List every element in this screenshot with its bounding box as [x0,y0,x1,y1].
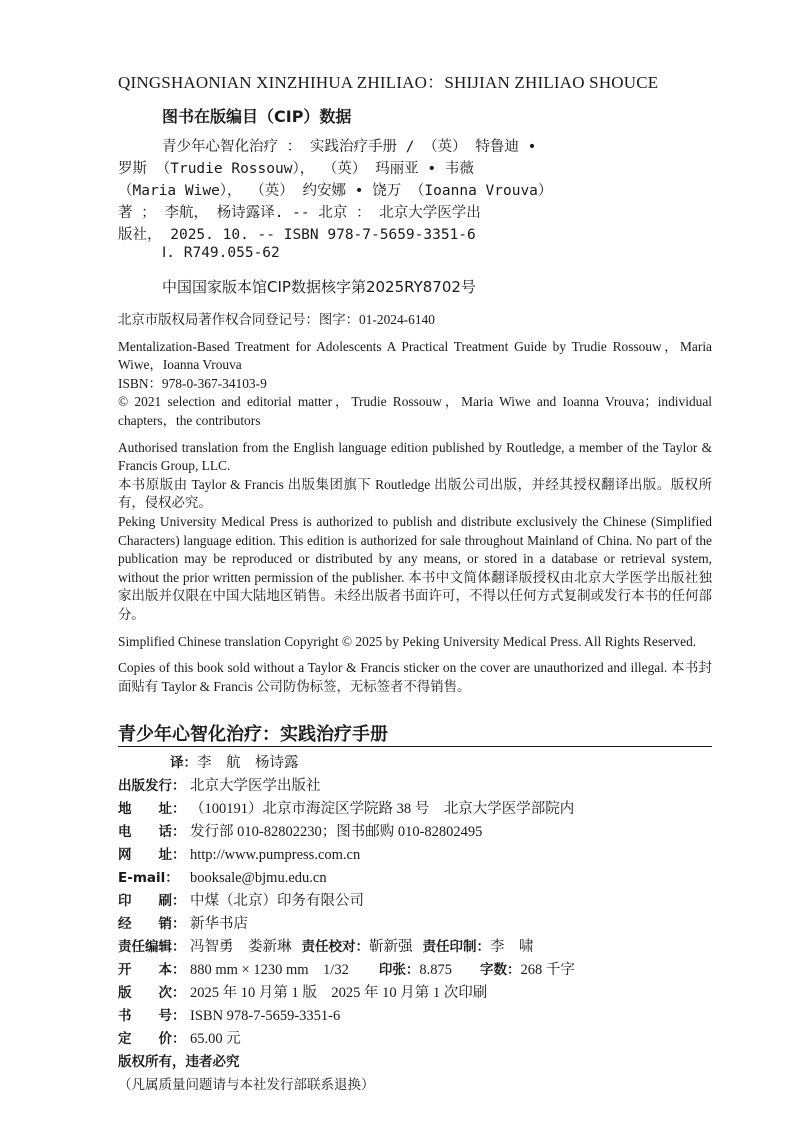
price-value: 65.00 元 [190,1031,241,1047]
price-label: 定 价： [118,1031,186,1047]
book-title: 青少年心智化治疗：实践治疗手册 [118,724,388,745]
distributor-label: 经 销： [118,916,186,932]
cip-classification: Ⅰ. R749.055-62 [162,245,280,261]
original-isbn: ISBN：978-0-367-34103-9 [118,375,267,391]
legal-block [118,311,712,696]
proofreader-label: 责任校对： [301,939,369,955]
print-manager-value: 李 啸 [490,939,534,955]
sticker-notice: Copies of this book sold without a Taylor & Francis sticker on the cover are unauthorized and illegal. 本书封面贴有 Taylor & Francis 公司防伪标签，无标签者不得销售。 [118,660,713,694]
proofreader-value: 靳新强 [369,939,413,955]
publication-info [118,752,718,1097]
cip-line-3: （Maria Wiwe）， （英） 约安娜 • 饶万 （Ioanna Vrouva） [118,183,553,199]
publisher-value: 北京大学医学出版社 [190,778,321,794]
distributor-value: 新华书店 [190,916,248,932]
printer-label: 印 刷： [118,893,186,909]
contract-register: 北京市版权局著作权合同登记号：图字：01-2024-6140 [118,312,435,327]
info-row-price [118,1028,718,1051]
info-row-website [118,844,718,867]
website-value: http://www.pumpress.com.cn [190,847,361,863]
cip-line-4: 著 ； 李航， 杨诗露译. -- 北京 ： 北京大学医学出 [118,205,481,221]
phone-label: 电 话： [118,824,186,840]
cip-line-2: 罗斯 （Trudie Rossouw）， （英） 玛丽亚 • 韦薇 [118,161,474,177]
edition-value: 2025 年 10 月第 1 版 2025 年 10 月第 1 次印刷 [190,985,488,1001]
title-divider [118,746,712,747]
email-value: booksale@bjmu.edu.cn [190,870,327,886]
pkump-authorization: Peking University Medical Press is authorized to publish and distribute exclusively the Chinese (Simplified Characters) language edition. This edition is authorized for sale throughout Mainland of China. No part of the publication may be reproduced or distributed by any means, or stored in a database or retrieval system, without the prior written permission of the publisher. 本书中文简体翻译版授权由北京大学医学出版社独家出版并仅限在中国大陆地区销售。未经出版者书面许可，不得以任何方式复制或发行本书的任何部分。 [118,513,712,622]
info-row-return [118,1074,718,1097]
address-label: 地 址： [118,801,186,817]
email-label: E-mail： [118,870,179,886]
words-label: 字数： [479,962,521,978]
format-label: 开 本： [118,962,186,978]
simplified-copyright: Simplified Chinese translation Copyright © 2025 by Peking University Medical Press. All Rights Reserved. [118,633,697,649]
info-row-distributor [118,913,718,936]
translators-label: 译： [170,755,197,771]
rights-notice: 版权所有，违者必究 [118,1054,240,1070]
info-row-email [118,867,718,890]
editor-label: 责任编辑： [118,939,186,955]
words-value: 268 千字 [520,962,575,978]
sheets-label: 印张： [378,962,420,978]
authorised-translation: Authorised translation from the English language edition published by Routledge, a member of the Taylor & Francis Group, LLC. [118,439,712,474]
info-row-editors [118,936,718,959]
info-row-publisher [118,775,718,798]
cip-line-5: 版社， 2025. 10. -- ISBN 978-7-5659-3351-6 [118,227,476,243]
isbn-value: ISBN 978-7-5659-3351-6 [190,1008,341,1024]
info-row-phone [118,821,718,844]
cip-record [118,136,718,246]
cip-verification: 中国国家版本馆CIP数据核字第2025RY8702号 [162,278,476,296]
info-row-printer [118,890,718,913]
print-manager-label: 责任印制： [422,939,490,955]
info-row-rights [118,1051,718,1074]
cip-line-1: 青少年心智化治疗 ： 实践治疗手册 / （英） 特鲁迪 • [162,139,537,155]
info-row-format [118,959,718,982]
sheets-value: 8.875 [419,962,452,978]
pinyin-title: QINGSHAONIAN XINZHIHUA ZHILIAO：SHIJIAN ZHILIAO SHOUCE [118,73,659,92]
info-row-edition [118,982,718,1005]
phone-value: 发行部 010-82802230；图书邮购 010-82802495 [190,824,483,840]
info-row-isbn [118,1005,718,1028]
website-label: 网 址： [118,847,186,863]
authorised-translation-cn: 本书原版由 Taylor & Francis 出版集团旗下 Routledge 出版公司出版，并经其授权翻译出版。版权所有，侵权必究。 [118,476,712,511]
cip-heading: 图书在版编目（CIP）数据 [162,107,352,126]
info-row-translators [118,752,718,775]
printer-value: 中煤（北京）印务有限公司 [190,893,364,909]
isbn-label: 书 号： [118,1008,186,1024]
original-copyright: © 2021 selection and editorial matter，Trudie Rossouw，Maria Wiwe and Ioanna Vrouva；individual chapters，the contributors [118,394,712,428]
format-value: 880 mm × 1230 mm 1/32 [190,962,349,978]
translators-value: 李 航 杨诗露 [197,755,299,771]
edition-label: 版 次： [118,985,186,1001]
original-title: Mentalization-Based Treatment for Adolescents A Practical Treatment Guide by Trudie Rossouw，Maria Wiwe，Ioanna Vrouva [118,338,712,373]
return-note: （凡属质量问题请与本社发行部联系退换） [118,1077,375,1093]
editor-value: 冯智勇 娄新琳 [190,939,292,955]
publisher-label: 出版发行： [118,778,186,794]
address-value: （100191）北京市海淀区学院路 38 号 北京大学医学部院内 [190,801,575,817]
info-row-address [118,798,718,821]
